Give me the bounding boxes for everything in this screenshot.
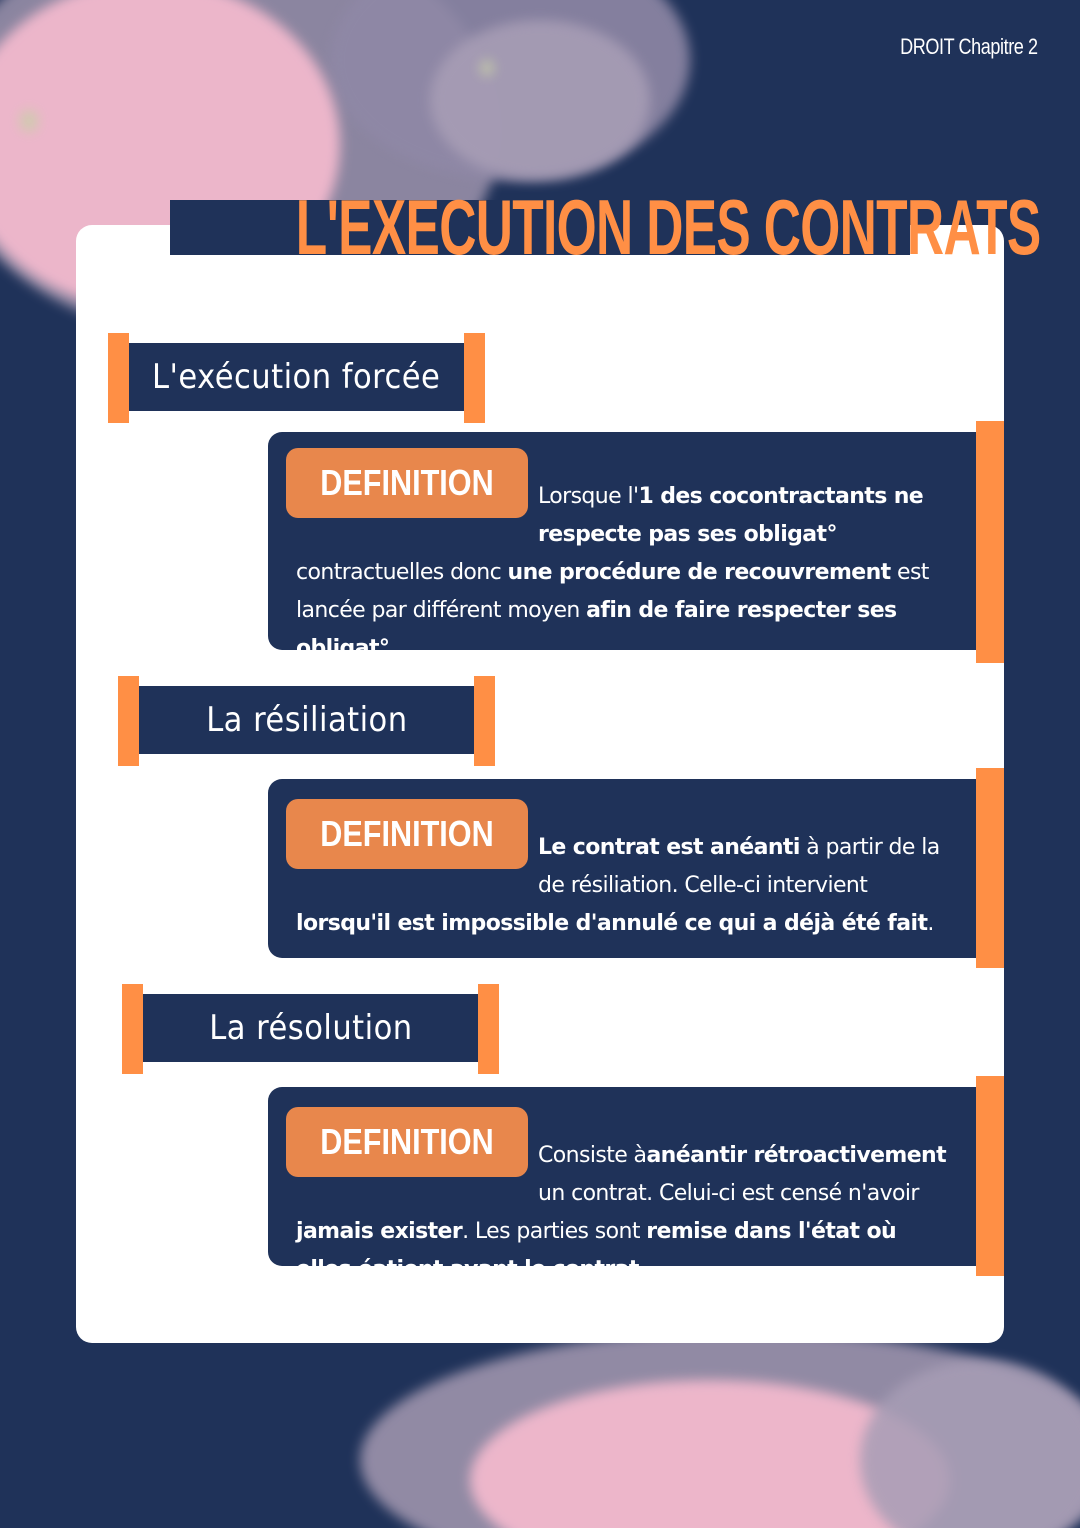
section-heading-execution-forcee [108, 333, 485, 423]
heading-accent-left [122, 984, 143, 1074]
heading-band [143, 994, 478, 1062]
definition-box-resolution [268, 1087, 976, 1282]
section-heading-label: L'exécution forcée [152, 357, 441, 397]
heading-band [139, 686, 474, 754]
definition-box-execution-forcee [268, 432, 976, 661]
section-heading-label: La résiliation [205, 700, 408, 740]
definition-accent-bar [976, 421, 1004, 663]
definition-badge: DEFINITION [286, 448, 528, 518]
heading-band [129, 343, 464, 411]
page-title: L'EXECUTION DES CONTRATS [295, 183, 1041, 271]
definition-box-resiliation [268, 779, 976, 958]
definition-accent-bar [976, 768, 1004, 968]
definition-badge: DEFINITION [286, 1107, 528, 1177]
definition-text: Lorsque l'1 des cocontractants ne respecte pas ses obligat° contractuelles donc une procédure de recouvrement est lancée par différent moyen afin de faire respecter ses obligat°. [296, 484, 929, 661]
definition-text: Consiste àanéantir rétroactivement un contrat. Celui-ci est censé n'avoir jamais exister. Les parties sont remise dans l'état où elles éatient avant le contrat. [296, 1143, 947, 1282]
heading-accent-right [464, 333, 485, 423]
heading-accent-left [108, 333, 129, 423]
section-heading-label: La résolution [208, 1008, 413, 1048]
section-heading-resiliation [118, 676, 495, 766]
section-heading-resolution [122, 984, 499, 1074]
definition-text: Le contrat est anéanti à partir de la de résiliation. Celle-ci intervient lorsqu'il est impossible d'annulé ce qui a déjà été fait. [296, 835, 940, 936]
definition-accent-bar [976, 1076, 1004, 1276]
heading-accent-right [474, 676, 495, 766]
definition-badge: DEFINITION [286, 799, 528, 869]
chapter-label: DROIT Chapitre 2 [900, 34, 1038, 59]
heading-accent-right [478, 984, 499, 1074]
heading-accent-left [118, 676, 139, 766]
